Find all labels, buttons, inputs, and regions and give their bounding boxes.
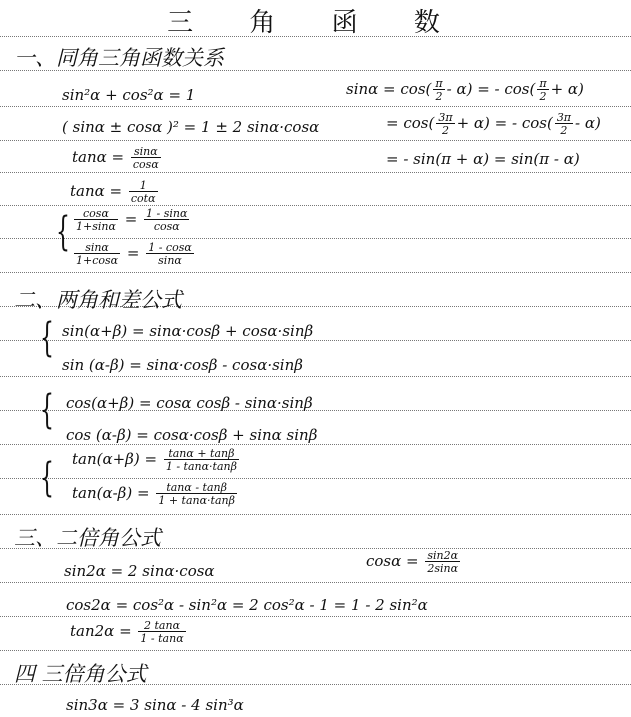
fraction: $\frac{\sin\alpha}{1+\cos\alpha}$ xyxy=(76,241,119,267)
formula-cos-double: cos2α = cos²α - sin²α = 2 cos²α - 1 = 1 - 2 sin²α xyxy=(66,596,428,614)
formula-cos-sum: cos(α+β) = cosα cosβ - sinα·sinβ xyxy=(66,394,313,412)
fraction: $\frac{1 - \sin\alpha}{\cos\alpha}$ xyxy=(146,207,188,233)
ruled-line xyxy=(0,376,631,377)
ruled-line xyxy=(0,582,631,583)
section-heading-1: 一、同角三角函数关系 xyxy=(14,46,224,70)
fraction: $\frac{\pi}{2}$ xyxy=(539,77,547,103)
left-brace: { xyxy=(40,455,54,501)
section-heading-4: 四 三倍角公式 xyxy=(14,662,147,686)
section-heading-3: 三、二倍角公式 xyxy=(14,526,161,550)
formula-sin-diff: sin (α-β) = sinα·cosβ - cosα·sinβ xyxy=(62,356,303,374)
formula-induction-1: sinα = cos( $\frac{\pi}{2}$ - α) = - cos( $\frac{\pi}{2}$ + α) xyxy=(346,77,584,103)
ruled-line xyxy=(0,172,631,173)
ruled-line xyxy=(0,238,631,239)
formula-sin-triple: sin3α = 3 sinα - 4 sin³α xyxy=(66,696,244,714)
page-title: 三 角 函 数 xyxy=(167,8,464,38)
fraction: $\frac{\tan\alpha - \tan\beta}{1 + \tan\alpha\cdot\tan\beta}$ xyxy=(158,481,235,507)
formula-tan-sum: tan(α+β) = $\frac{\tan\alpha + \tan\beta}{1 - \tan\alpha\cdot\tan\beta}$ xyxy=(72,447,237,473)
ruled-line xyxy=(0,478,631,479)
left-brace: { xyxy=(40,315,54,361)
fraction: $\frac{3\pi}{2}$ xyxy=(556,111,572,137)
formula-induction-2: = cos( $\frac{3\pi}{2}$ + α) = - cos( $\frac{3\pi}{2}$ - α) xyxy=(386,111,601,137)
formula-tan-diff: tan(α-β) = $\frac{\tan\alpha - \tan\beta}{1 + \tan\alpha\cdot\tan\beta}$ xyxy=(72,481,235,507)
left-brace: { xyxy=(40,387,54,433)
fraction: $\frac{1 - \cos\alpha}{\sin\alpha}$ xyxy=(148,241,192,267)
fraction: $\frac{\sin\alpha}{\cos\alpha}$ xyxy=(132,145,159,171)
formula-identity-b: $\frac{\sin\alpha}{1+\cos\alpha}$ = $\frac{1 - \cos\alpha}{\sin\alpha}$ xyxy=(76,241,192,267)
ruled-line xyxy=(0,205,631,206)
ruled-line xyxy=(0,514,631,515)
fraction: $\frac{\cos\alpha}{1+\sin\alpha}$ xyxy=(76,207,116,233)
fraction: $\frac{\pi}{2}$ xyxy=(435,77,443,103)
ruled-line xyxy=(0,140,631,141)
formula-tan-double: tan2α = $\frac{2 \tan\alpha}{1 - \tan\alpha}$ xyxy=(70,619,184,645)
ruled-line xyxy=(0,340,631,341)
fraction: $\frac{1}{\cot\alpha}$ xyxy=(130,179,156,205)
left-brace: { xyxy=(56,209,70,255)
ruled-line xyxy=(0,444,631,445)
formula-tan-cot: tanα = $\frac{1}{\cot\alpha}$ xyxy=(70,179,156,205)
formula-tan-ratio: tanα = $\frac{\sin\alpha}{\cos\alpha}$ xyxy=(72,145,159,171)
formula-pythagorean: sin²α + cos²α = 1 xyxy=(62,86,196,104)
formula-cos-ratio: cosα = $\frac{\sin 2\alpha}{2\sin\alpha}$ xyxy=(366,549,459,575)
ruled-line xyxy=(0,616,631,617)
formula-identity-a: $\frac{\cos\alpha}{1+\sin\alpha}$ = $\frac{1 - \sin\alpha}{\cos\alpha}$ xyxy=(76,207,188,233)
ruled-line xyxy=(0,272,631,273)
formula-induction-3: = - sin(π + α) = sin(π - α) xyxy=(386,150,580,168)
ruled-line xyxy=(0,106,631,107)
fraction: $\frac{\sin 2\alpha}{2\sin\alpha}$ xyxy=(427,549,459,575)
formula-sum-square: ( sinα ± cosα )² = 1 ± 2 sinα·cosα xyxy=(62,118,320,136)
formula-cos-diff: cos (α-β) = cosα·cosβ + sinα sinβ xyxy=(66,426,318,444)
fraction: $\frac{\tan\alpha + \tan\beta}{1 - \tan\alpha\cdot\tan\beta}$ xyxy=(165,447,237,473)
formula-sin-sum: sin(α+β) = sinα·cosβ + cosα·sinβ xyxy=(62,322,314,340)
fraction: $\frac{2 \tan\alpha}{1 - \tan\alpha}$ xyxy=(140,619,184,645)
fraction: $\frac{3\pi}{2}$ xyxy=(438,111,453,137)
section-heading-2: 二、两角和差公式 xyxy=(14,288,182,312)
ruled-line xyxy=(0,650,631,651)
formula-sin-double: sin2α = 2 sinα·cosα xyxy=(64,562,215,580)
